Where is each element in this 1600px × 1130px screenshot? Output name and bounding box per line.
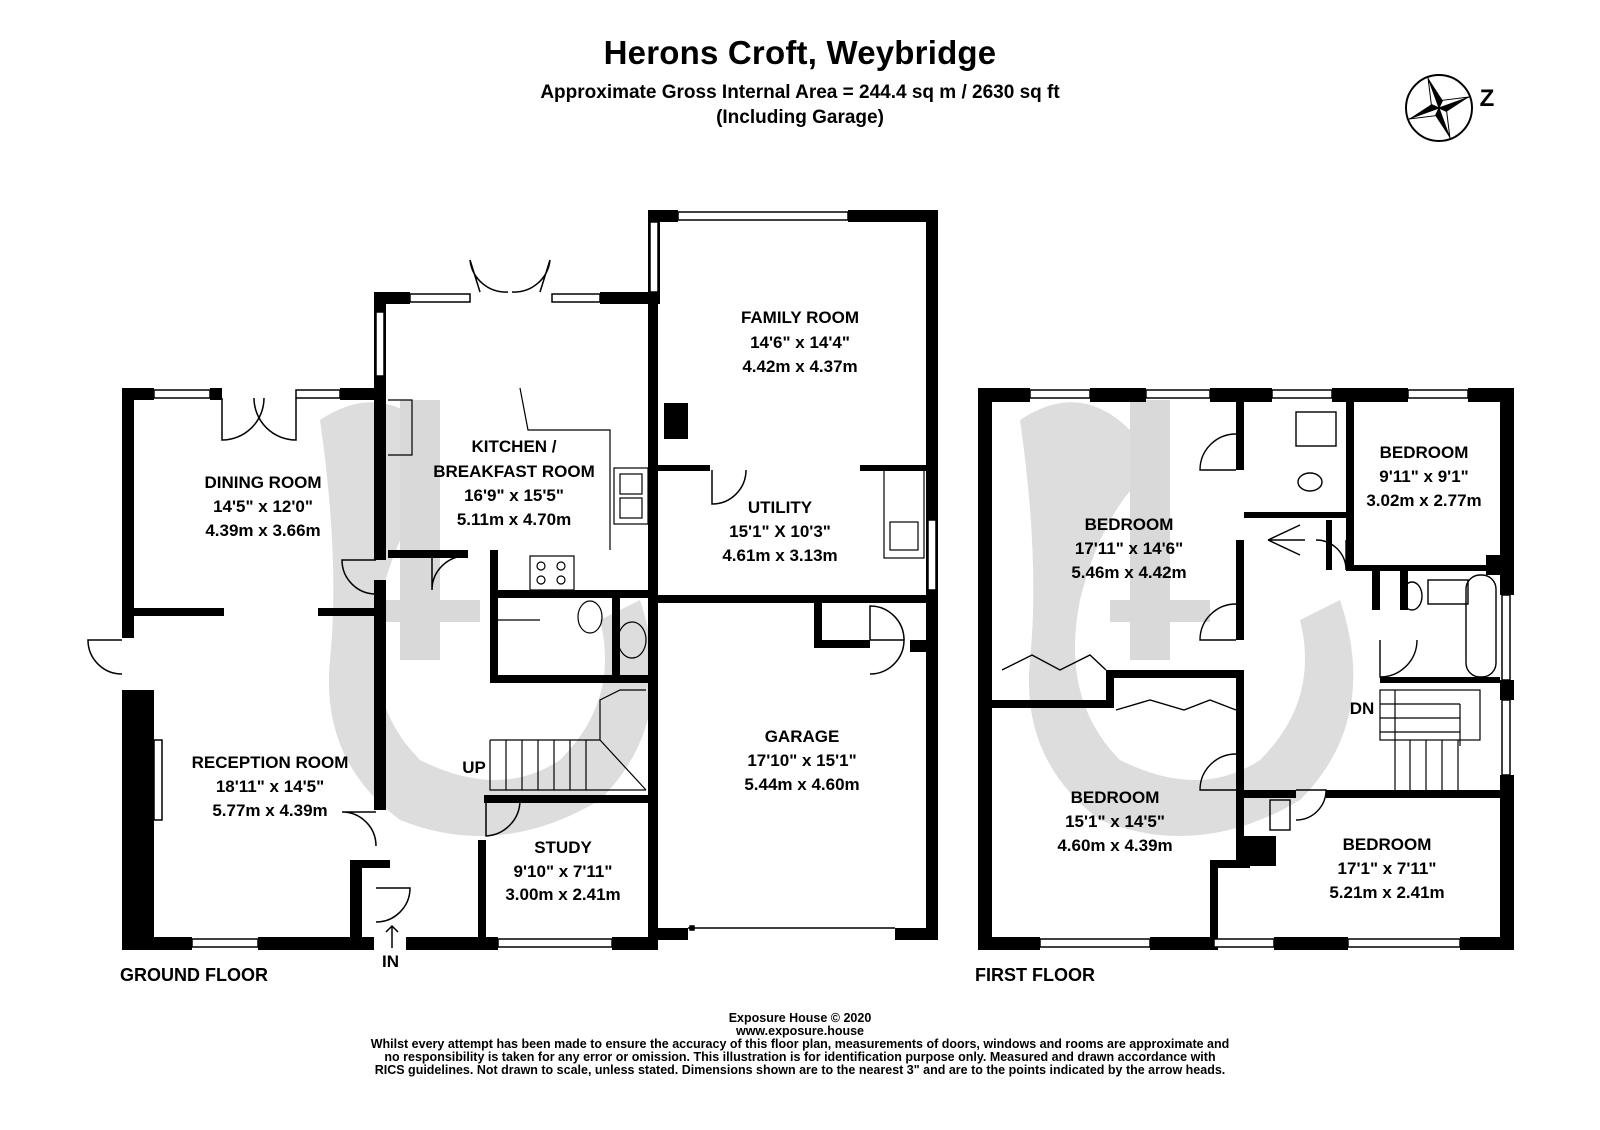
- room-metric: 5.44m x 4.60m: [744, 775, 860, 794]
- ground-floor-label: GROUND FLOOR: [120, 965, 268, 985]
- room-metric: 3.02m x 2.77m: [1366, 491, 1482, 510]
- room-metric: 5.11m x 4.70m: [456, 510, 572, 529]
- plan-title: Herons Croft, Weybridge: [603, 34, 997, 71]
- room-imperial: 9'10" x 7'11": [513, 862, 613, 881]
- room-imperial: 18'11" x 14'5": [215, 777, 325, 796]
- disclaimer-line: no responsibility is taken for any error or omission. This illustration is for identification purpose only. Measured and drawn accordance with: [384, 1050, 1216, 1064]
- room-name: BEDROOM: [1084, 515, 1174, 534]
- room-metric: 5.21m x 2.41m: [1329, 883, 1445, 902]
- room-imperial: 16'9" x 15'5": [464, 486, 564, 505]
- room-name: BEDROOM: [1342, 835, 1432, 854]
- room-name: BEDROOM: [1070, 788, 1160, 807]
- first-floor-label: FIRST FLOOR: [975, 965, 1095, 985]
- room-name: UTILITY: [747, 498, 813, 517]
- room-metric: 4.60m x 4.39m: [1057, 836, 1173, 855]
- room-imperial: 14'5" x 12'0": [213, 497, 313, 516]
- room-metric: 5.46m x 4.42m: [1071, 563, 1187, 582]
- gross-area: Approximate Gross Internal Area = 244.4 sq m / 2630 sq ft: [540, 82, 1060, 103]
- entrance-label: IN: [382, 952, 399, 971]
- copyright: Exposure House © 2020: [728, 1011, 872, 1025]
- footer: [0, 1012, 1600, 1077]
- stairs-down-label: DN: [1349, 699, 1375, 718]
- first-floor-stairs: [1380, 690, 1480, 790]
- room-metric: 4.42m x 4.37m: [742, 357, 858, 376]
- room-name: FAMILY ROOM: [740, 308, 860, 327]
- room-imperial: 9'11" x 9'1": [1379, 467, 1469, 486]
- room-imperial: 15'1" X 10'3": [729, 522, 831, 541]
- room-metric: 5.77m x 4.39m: [212, 801, 328, 820]
- room-metric: 4.39m x 3.66m: [205, 521, 321, 540]
- disclaimer-line: RICS guidelines. Not drawn to scale, unless stated. Dimensions shown are to the nearest 3" and are to the points indicated by the arrow heads.: [374, 1063, 1226, 1077]
- room-imperial: 17'11" x 14'6": [1074, 539, 1184, 558]
- room-name: BEDROOM: [1379, 443, 1469, 462]
- stairs-up-label: UP: [462, 758, 486, 777]
- room-imperial: 15'1" x 14'5": [1065, 812, 1165, 831]
- room-imperial: 14'6" x 14'4": [750, 333, 850, 352]
- area-note: (Including Garage): [716, 107, 884, 128]
- website: www.exposure.house: [735, 1024, 865, 1038]
- entrance-arrow-icon: [386, 926, 398, 948]
- compass-north-label: Z: [1479, 85, 1495, 112]
- room-name: DINING ROOM: [204, 473, 322, 492]
- room-name: STUDY: [534, 838, 592, 857]
- room-imperial: 17'10" x 15'1": [747, 751, 857, 770]
- disclaimer-line: Whilst every attempt has been made to ensure the accuracy of this floor plan, measurements of doors, windows and rooms are approximate and: [370, 1037, 1230, 1051]
- room-name: KITCHEN /: [471, 437, 557, 456]
- room-name: RECEPTION ROOM: [191, 753, 349, 772]
- room-metric: 3.00m x 2.41m: [505, 885, 621, 904]
- room-imperial: 17'1" x 7'11": [1337, 859, 1437, 878]
- room-metric: 4.61m x 3.13m: [722, 546, 838, 565]
- room-name: GARAGE: [764, 727, 840, 746]
- room-name-line2: BREAKFAST ROOM: [433, 462, 595, 481]
